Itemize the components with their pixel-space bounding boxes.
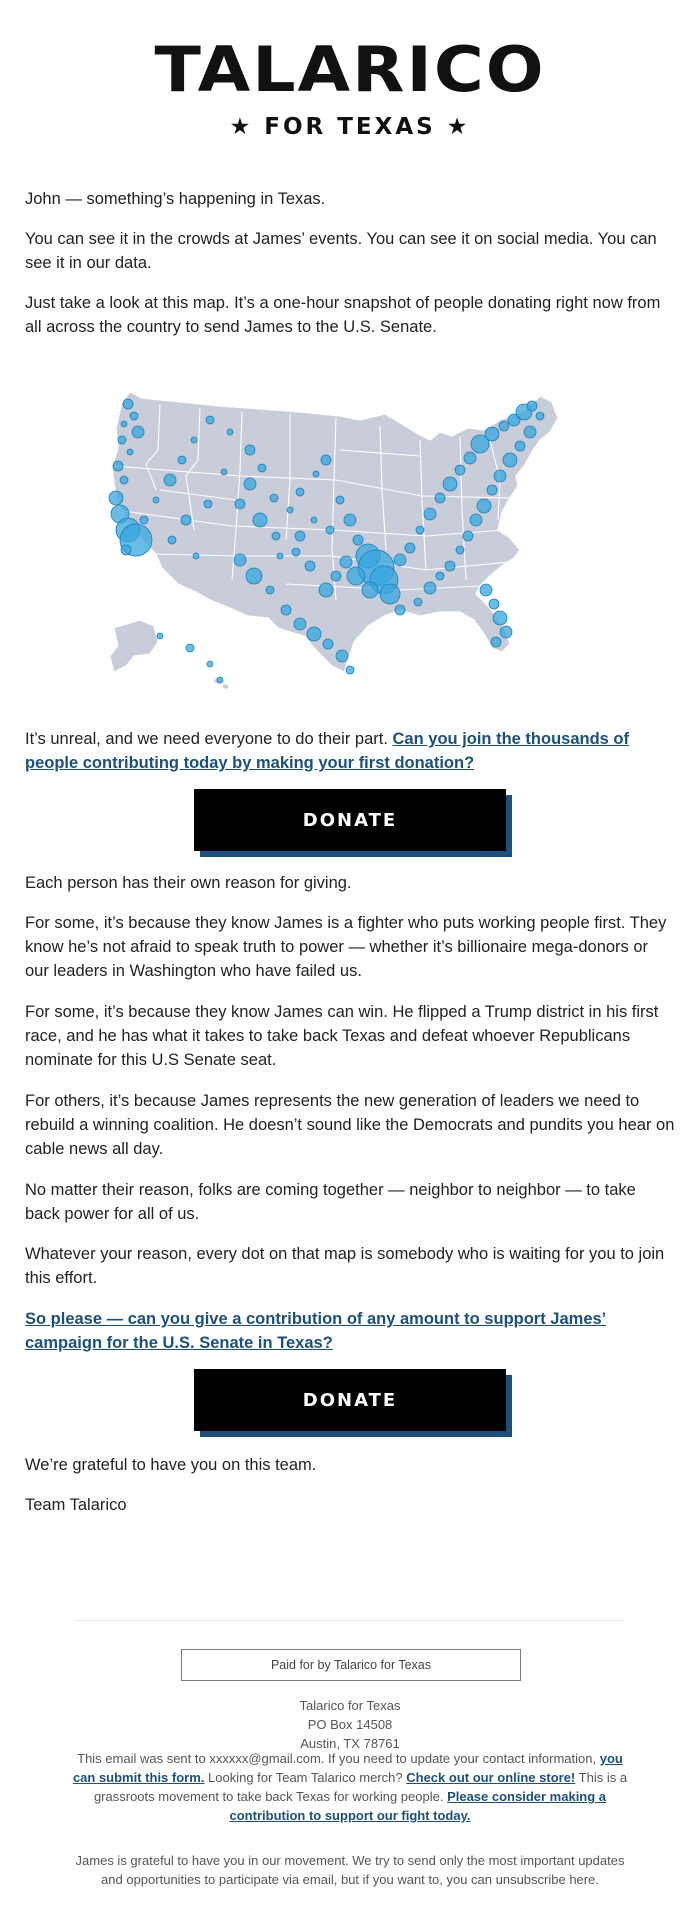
- donation-dot: [494, 470, 506, 482]
- donation-dot: [336, 496, 344, 504]
- donation-dot: [118, 436, 126, 444]
- intro-paragraph-1: You can see it in the crowds at James’ events. You can see it on social media. You can see it in our data.: [25, 230, 657, 272]
- donation-dot: [344, 514, 356, 526]
- signature: Team Talarico: [25, 1496, 127, 1514]
- donation-dot: [287, 507, 293, 513]
- greeting: John — something’s happening in Texas.: [25, 190, 326, 208]
- donation-dot: [127, 449, 133, 455]
- donate-button-container-1: [194, 789, 512, 855]
- donation-dot: [424, 508, 436, 520]
- donation-dot: [277, 553, 283, 559]
- donation-dot: [244, 478, 256, 490]
- donation-dot: [485, 427, 499, 441]
- donation-dot: [321, 455, 331, 465]
- alaska-shape: [110, 620, 158, 672]
- donation-dot: [445, 561, 455, 571]
- address-line: Austin, TX 78761: [300, 1736, 400, 1751]
- donation-dot: [319, 583, 333, 597]
- ask-paragraph-2: [25, 1307, 675, 1355]
- donation-dot: [323, 639, 333, 649]
- donation-dot: [206, 416, 214, 424]
- donation-dot: [140, 516, 148, 524]
- body-paragraph-4: For others, it’s because James represents the new generation of leaders we need to rebuild a winning coalition. He doesn’t sound like the Democrats and pundits you hear on cable news all day.: [25, 1092, 675, 1158]
- donation-dot: [536, 412, 544, 420]
- donation-dot: [186, 644, 194, 652]
- donation-dot: [294, 618, 306, 630]
- donation-dot: [380, 584, 400, 604]
- donation-dot: [121, 421, 127, 427]
- donation-dot: [455, 465, 465, 475]
- donation-dot: [207, 661, 213, 667]
- donation-dot: [121, 545, 131, 555]
- donation-dot: [164, 474, 176, 486]
- donation-dot: [353, 535, 363, 545]
- donation-dot: [281, 605, 291, 615]
- unsubscribe-notice[interactable]: [70, 1851, 630, 1889]
- donation-dot: [234, 554, 246, 566]
- donate-button-container-2: [194, 1369, 512, 1435]
- donation-dot: [266, 586, 274, 594]
- donation-dot: [524, 426, 536, 438]
- body-paragraph-5: No matter their reason, folks are coming together — neighbor to neighbor — to take back power for all of us.: [25, 1181, 636, 1223]
- donation-dot: [326, 526, 334, 534]
- logo-tagline: ★ FOR TEXAS ★: [229, 114, 471, 140]
- donation-dot: [296, 488, 304, 496]
- donation-dot: [395, 605, 405, 615]
- donation-dot: [193, 553, 199, 559]
- donation-dot: [424, 582, 436, 594]
- donation-dot: [336, 650, 348, 662]
- donation-dot: [227, 429, 233, 435]
- notice-text: This is a grassroots movement to take back Texas for working people.: [93, 1770, 628, 1804]
- donation-dot: [436, 572, 444, 580]
- ask-text: It’s unreal, and we need everyone to do their part.: [25, 730, 393, 748]
- donation-dot: [489, 599, 499, 609]
- donation-dot: [217, 677, 223, 683]
- donation-dot: [221, 469, 227, 475]
- donation-dot: [253, 513, 267, 527]
- donation-dot: [305, 561, 315, 571]
- talarico-logo: [0, 36, 700, 140]
- donation-dot: [311, 517, 317, 523]
- donation-dot: [153, 497, 159, 503]
- donation-dot: [340, 556, 352, 568]
- logo-wordmark: TALARICO: [154, 34, 546, 107]
- donation-dot: [527, 401, 537, 411]
- donation-dot: [113, 461, 123, 471]
- donation-dot: [477, 499, 491, 513]
- donation-dot: [405, 543, 415, 553]
- donation-dot: [235, 499, 245, 509]
- donation-dot: [245, 445, 255, 455]
- donation-dot: [499, 421, 509, 431]
- unsubscribe-text[interactable]: James is grateful to have you in our movement. We try to send only the most important updates and opportunities to participate via email, but if you want to, you can unsubscribe here.: [75, 1853, 625, 1887]
- body-paragraph-1: Each person has their own reason for giving.: [25, 874, 352, 892]
- body-paragraph-3: For some, it’s because they know James can win. He flipped a Trump district in his first race, and he has what it takes to take back Texas and defeat whoever Republicans nominate for this U.S Senate seat.: [25, 1003, 659, 1069]
- donation-dot: [470, 514, 482, 526]
- update-contact-link[interactable]: you can submit this form.: [72, 1751, 623, 1785]
- donation-dot: [346, 666, 354, 674]
- donation-dot: [491, 637, 501, 647]
- donation-dot: [181, 515, 191, 525]
- donation-dot: [515, 441, 525, 451]
- donation-map: [100, 380, 600, 700]
- donation-dot: [132, 426, 144, 438]
- donation-dot: [347, 567, 365, 585]
- footer-divider: [75, 1620, 625, 1621]
- donation-dot: [307, 627, 321, 641]
- donate-button[interactable]: DONATE: [194, 1369, 506, 1431]
- donation-dot: [191, 437, 197, 443]
- donation-dot: [456, 546, 464, 554]
- online-store-link[interactable]: Check out our online store!: [406, 1770, 576, 1785]
- donation-dot: [270, 494, 278, 502]
- intro-paragraph-2: Just take a look at this map. It’s a one-hour snapshot of people donating right now from all across the country to send James to the U.S. Senate.: [25, 294, 661, 336]
- donation-dot: [331, 571, 341, 581]
- footer-notice: [70, 1749, 630, 1825]
- donation-dot: [443, 477, 457, 491]
- donation-dot: [246, 568, 262, 584]
- donation-dot: [487, 485, 497, 495]
- address-line: Talarico for Texas: [299, 1698, 401, 1713]
- donation-dot: [204, 500, 212, 508]
- donation-dot: [493, 611, 507, 625]
- donation-dot: [123, 399, 133, 409]
- donation-dot: [414, 598, 422, 606]
- donation-dot: [130, 412, 138, 420]
- donation-dot: [258, 464, 266, 472]
- donation-dot: [157, 633, 163, 639]
- donation-dot: [292, 548, 300, 556]
- donation-dot: [120, 476, 128, 484]
- donation-dot: [503, 453, 517, 467]
- mailing-address: [0, 1696, 700, 1753]
- donation-dot: [109, 491, 123, 505]
- donation-dot: [394, 554, 406, 566]
- first-donation-link[interactable]: Can you join the thousands of people contributing today by making your first donation?: [25, 730, 630, 772]
- notice-text: Looking for Team Talarico merch?: [204, 1770, 407, 1785]
- donation-dot: [313, 471, 319, 477]
- donation-dot: [464, 452, 476, 464]
- body-paragraph-2: For some, it’s because they know James is a fighter who puts working people first. They know he’s not afraid to speak truth to power — whether it’s billionaire mega-donors or our leaders in Washington who have failed us.: [25, 914, 667, 980]
- donate-button[interactable]: DONATE: [194, 789, 506, 851]
- donation-dot: [178, 456, 186, 464]
- body-paragraph-6: Whatever your reason, every dot on that map is somebody who is waiting for you to join this effort.: [25, 1245, 665, 1287]
- donation-dot: [168, 536, 176, 544]
- ask-paragraph-1: [25, 727, 675, 775]
- paid-for-box: Paid for by Talarico for Texas: [181, 1649, 521, 1681]
- donation-dot: [500, 626, 512, 638]
- donation-dot: [480, 584, 492, 596]
- donation-dot: [416, 526, 424, 534]
- donation-dot: [295, 531, 305, 541]
- closing-line: We’re grateful to have you on this team.: [25, 1456, 317, 1474]
- notice-text: This email was sent to xxxxxx@gmail.com. If you need to update your contact information,: [77, 1751, 600, 1766]
- contribution-link[interactable]: So please — can you give a contribution of any amount to support James’ campaign for the U.S. Senate in Texas?: [25, 1310, 607, 1352]
- donation-dot: [463, 531, 473, 541]
- address-line: PO Box 14508: [307, 1717, 393, 1732]
- donation-dot: [272, 532, 280, 540]
- donation-dot: [435, 493, 445, 503]
- contribute-link[interactable]: Please consider making a contribution to support our fight today.: [229, 1789, 607, 1823]
- donation-dot: [362, 582, 378, 598]
